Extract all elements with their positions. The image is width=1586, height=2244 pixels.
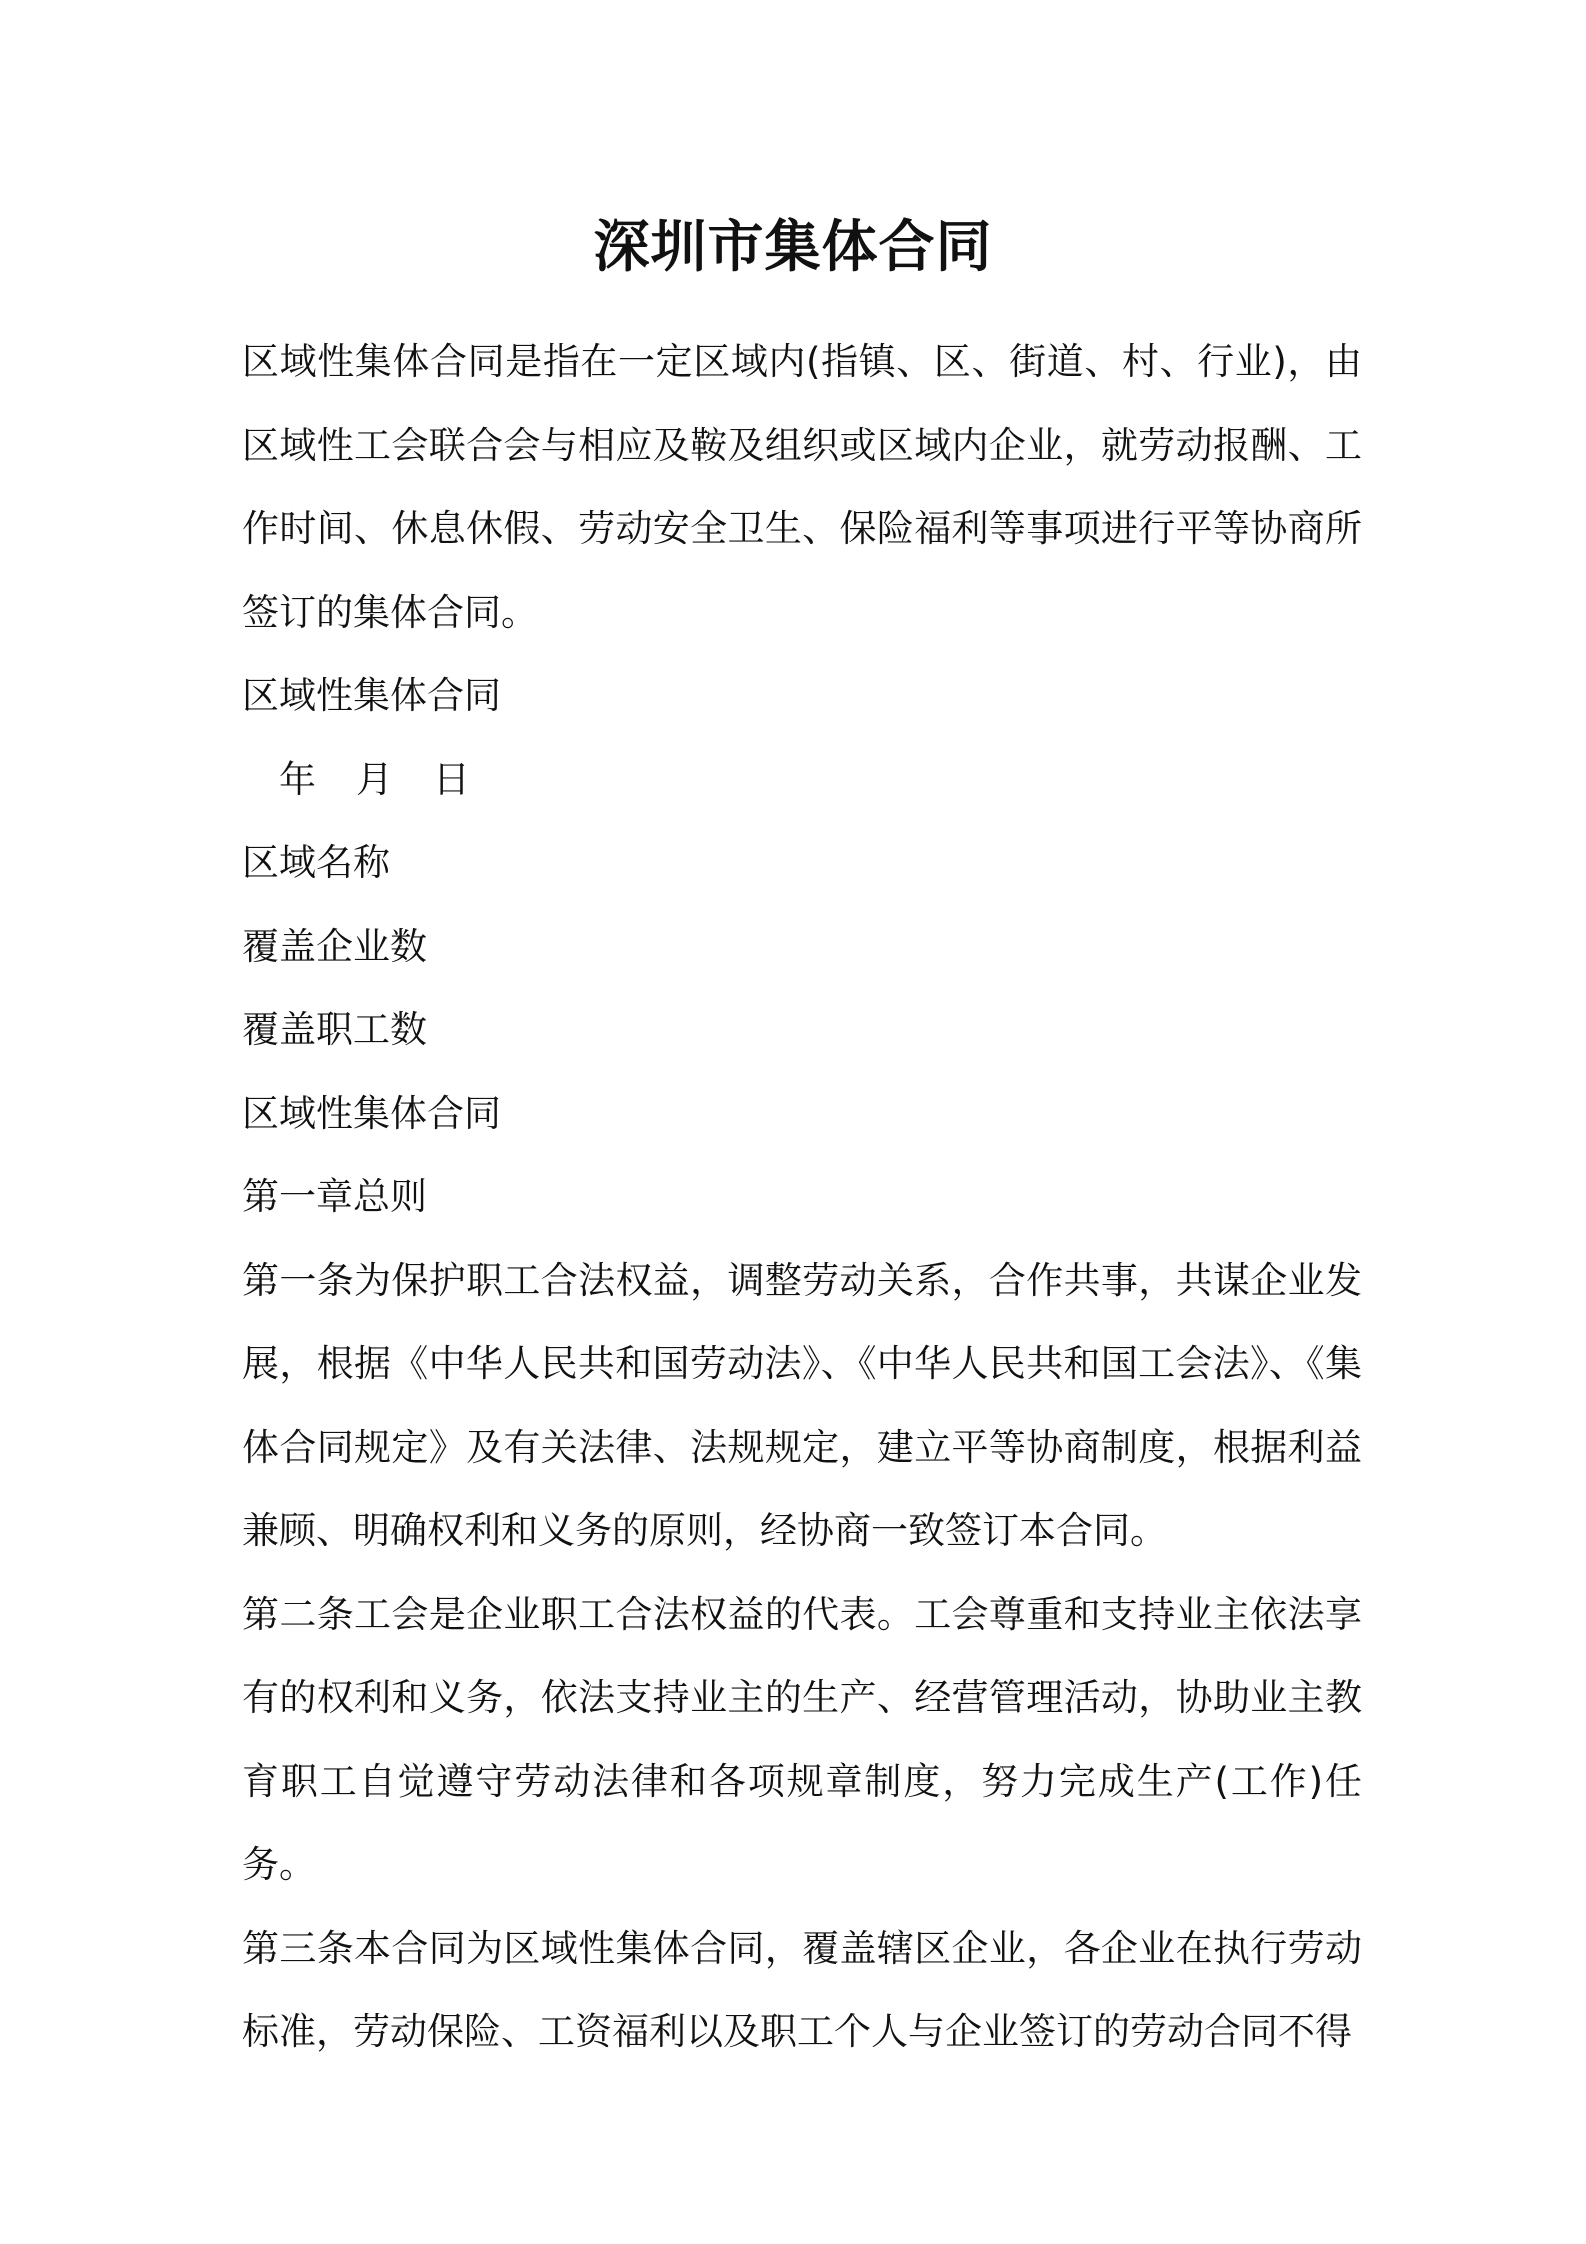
- document-title: 深圳市集体合同: [593, 215, 993, 280]
- date-day-label: 日: [433, 757, 470, 801]
- field-enterprise-count: 覆盖企业数: [242, 924, 427, 968]
- intro-paragraph: 区域性集体合同是指在一定区域内(指镇、区、街道、村、行业)，由区域性工会联合会与相应及鞍及组织或区域内企业，就劳动报酬、工作时间、休息休假、劳动安全卫生、保险福利等事项进行平等协商所签订的集体合同。: [242, 340, 1362, 634]
- article-1: 第一条为保护职工合法权益，调整劳动关系，合作共事，共谋企业发展，根据《中华人民共和国劳动法》、《中华人民共和国工会法》、《集体合同规定》及有关法律、法规规定，建立平等协商制度，根据利益兼顾、明确权利和义务的原则，经协商一致签订本合同。: [242, 1258, 1362, 1552]
- document-body: [242, 320, 1362, 2074]
- date-year-label: 年: [279, 757, 316, 801]
- date-month-label: 月: [356, 757, 393, 801]
- article-3: 第三条本合同为区域性集体合同，覆盖辖区企业，各企业在执行劳动标准，劳动保险、工资福利以及职工个人与企业签订的劳动合同不得: [242, 1926, 1362, 2053]
- field-worker-count: 覆盖职工数: [242, 1008, 427, 1051]
- subtitle-regional-contract-2: 区域性集体合同: [242, 1091, 501, 1135]
- field-region-name: 区域名称: [242, 841, 390, 884]
- article-2: 第二条工会是企业职工合法权益的代表。工会尊重和支持业主依法享有的权利和义务，依法支持业主的生产、经营管理活动，协助业主教育职工自觉遵守劳动法律和各项规章制度，努力完成生产(工作)任务。: [242, 1592, 1362, 1886]
- date-line: [242, 738, 1362, 822]
- subtitle-regional-contract: 区域性集体合同: [242, 674, 501, 717]
- chapter-heading: 第一章总则: [242, 1175, 427, 1218]
